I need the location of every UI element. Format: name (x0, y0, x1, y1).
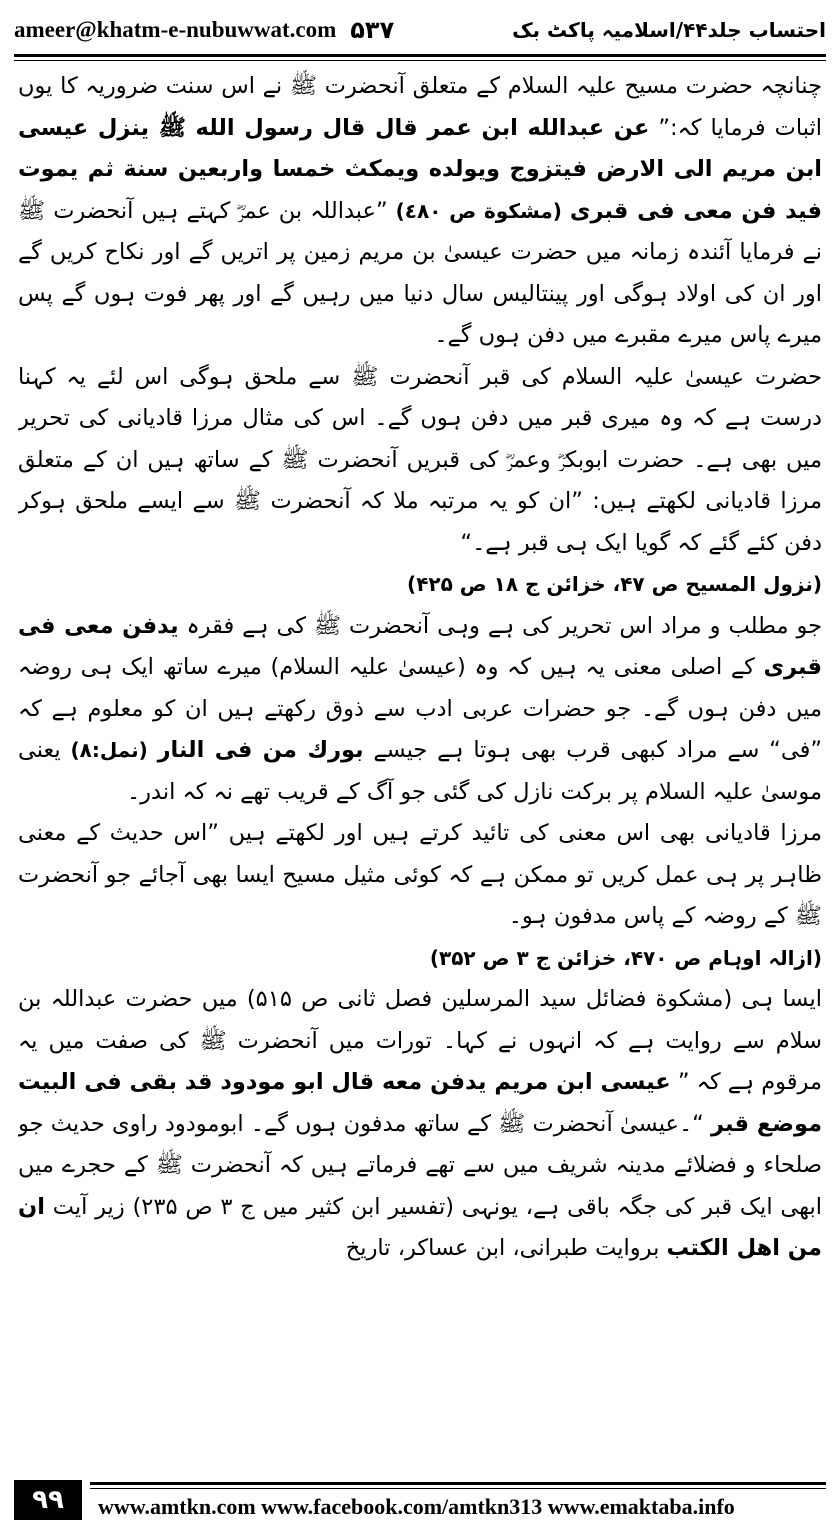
page-body (18, 66, 822, 1456)
p3-reference: (نمل:۸) (70, 738, 148, 762)
header-rule (14, 54, 826, 57)
p2-text: حضرت عیسیٰ علیہ السلام کی قبر آنحضرت ﷺ سے ملحق ہوگی اس لئے یہ کہنا درست ہے کہ وہ میری قبر میں دفن ہوں گے۔ اس کی مثال مرزا قادیانی کی تحریر میں بھی ہے۔ حضرت ابوبکرؓ وعمرؓ کی قبریں آنحضرت ﷺ کے ساتھ ہیں ان کے متعلق مرزا قادیانی لکھتے ہیں: ”ان کو یہ مرتبہ ملا کہ آنحضرت ﷺ سے ایسے ملحق ہوکر دفن کئے گئے کہ گویا ایک ہی قبر ہے۔“ (18, 363, 822, 556)
p1-translation: ”عبداللہ بن عمرؓ کہتے ہیں آنحضرت ﷺ نے فرمایا آئندہ زمانہ میں حضرت عیسیٰ بن مریم زمین پر اتریں گے اور نکاح کریں گے اور ان کی اولاد ہوگی اور پینتالیس سال دنیا میں رہیں گے اور پھر فوت ہوں گے پس میرے پاس میرے مقبرے میں دفن ہوں گے۔ (18, 197, 822, 348)
footer-urls: www.amtkn.com www.facebook.com/amtkn313 www.emaktaba.info (98, 1494, 735, 1519)
header-left (14, 16, 394, 44)
p3-text-a: جو مطلب و مراد اس تحریر کی ہے وہی آنحضرت ﷺ کی ہے فقرہ (186, 612, 822, 639)
p2-reference: (نزول المسیح ص ۴۷، خزائن ج ۱۸ ص ۴۲۵) (407, 572, 822, 596)
header-page-number: ۵۳۷ (350, 16, 395, 44)
p4-text: مرزا قادیانی بھی اس معنی کی تائید کرتے ہیں اور لکھتے ہیں ”اس حدیث کے معنی ظاہر پر ہی عمل کریں تو ممکن ہے کہ کوئی مثیل مسیح ایسا بھی آجائے جو آنحضرت ﷺ کے روضہ کے پاس مدفون ہو۔ (18, 820, 822, 929)
p3-text-b: کے اصلی معنی یہ ہیں کہ وہ (عیسیٰ علیہ السلام) میرے ساتھ ایک ہی روضہ میں دفن ہوں گے۔ جو حضرات عربی ادب سے ذوق رکھتے ہیں ان کو معلوم ہے کہ ”فی“ سے مراد کبھی قرب بھی ہوتا ہے جیسے (18, 654, 822, 763)
page-header (14, 10, 826, 50)
p3-quran-phrase: بورك من فی النار (157, 737, 364, 763)
page-footer (14, 1472, 826, 1524)
paragraph-5 (18, 979, 822, 1270)
paragraph-4 (18, 813, 822, 979)
paragraph-2 (18, 357, 822, 606)
footer-page-box: ۹۹ (14, 1480, 82, 1520)
p1-hadith-arabic: عن عبدالله ابن عمر قال قال رسول الله ﷺ ینزل عیسی ابن مریم الی الارض فیتزوج ویولده ویمکث خمسا واربعین سنة ثم یموت فید فن معی فی قبری (18, 114, 822, 224)
header-rule-thin (14, 60, 826, 61)
p1-reference: (مشکوة ص ٤٨٠) (395, 198, 562, 223)
p3-text-c: یعنی موسیٰ علیہ السلام پر برکت نازل کی گئی جو آگ کے قریب تھے نہ کہ اندر۔ (18, 737, 822, 805)
p1-intro: چنانچہ حضرت مسیح علیہ السلام کے متعلق آنحضرت ﷺ نے اس سنت ضروریہ کا یوں اثبات فرمایا کہ:” (18, 73, 822, 141)
header-email: ameer@khatm-e-nubuwwat.com (14, 17, 337, 42)
p3-arabic-phrase: یدفن معی فی قبری (18, 612, 822, 680)
footer-rule-thin (90, 1488, 826, 1489)
p5-arabic-verse: ان من اهل الکتب (18, 1193, 822, 1261)
paragraph-1 (18, 66, 822, 357)
p5-arabic: عیسی ابن مریم یدفن معه قال ابو مودود قد بقی فی البیت موضع قبر (18, 1069, 822, 1137)
p4-reference: (ازالہ اوہام ص ۴۷۰، خزائن ج ۳ ص ۳۵۲) (429, 945, 822, 970)
running-head: احتساب جلد۴۴/اسلامیہ پاکٹ بک (512, 18, 826, 42)
p5-text-a: ایسا ہی (مشکوة فضائل سید المرسلین فصل ثانی ص ۵۱۵) میں حضرت عبداللہ بن سلام سے روایت ہے کہ انہوں نے کہا۔ تورات میں آنحضرت ﷺ کی صفت میں یہ مرقوم ہے کہ ” (18, 986, 822, 1095)
paragraph-3 (18, 606, 822, 814)
footer-rule (90, 1482, 826, 1485)
p5-text-b: “۔عیسیٰ آنحضرت ﷺ کے ساتھ مدفون ہوں گے۔ ابومودود راوی حدیث جو صلحاء و فضلائے مدینہ شریف میں سے تھے فرماتے ہیں کہ آنحضرت ﷺ کے حجرے میں ابھی ایک قبر کی جگہ باقی ہے، یونہی (تفسیر ابن کثیر میں ج ۳ ص ۲۳۵) زیر آیت (18, 1110, 822, 1220)
p5-text-c: بروایت طبرانی، ابن عساکر، تاریخ (345, 1235, 660, 1261)
